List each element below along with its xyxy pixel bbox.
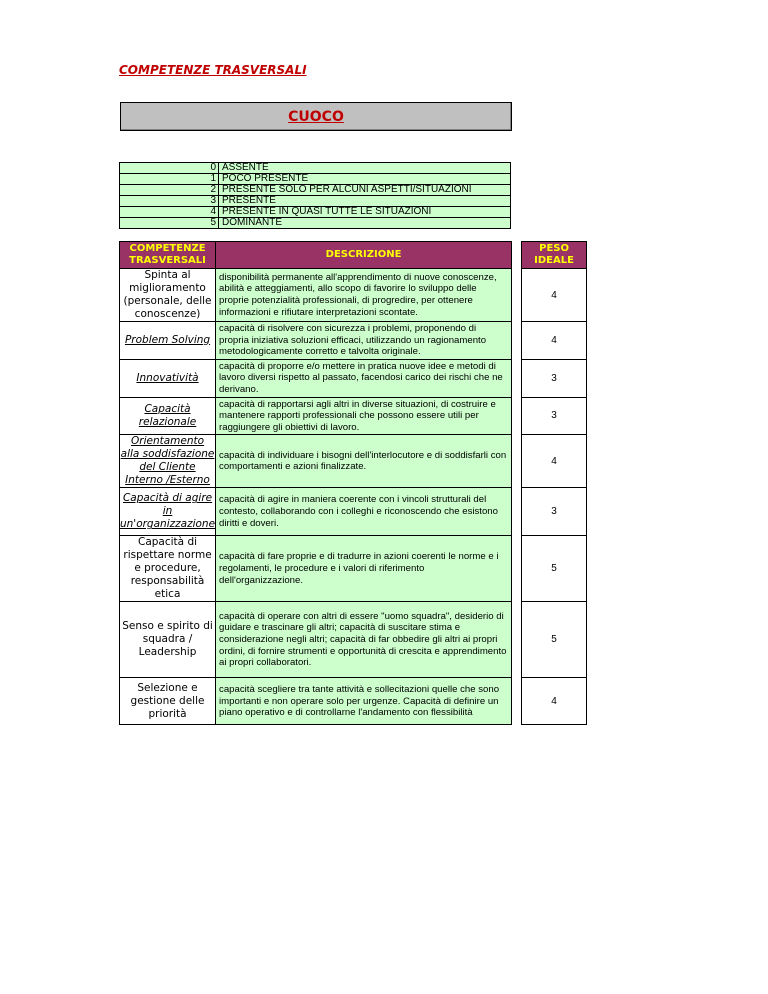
competence-table [119, 241, 587, 725]
role-header-box [120, 102, 512, 131]
legend-label: POCO PRESENTE [219, 174, 511, 185]
competence-description: capacità di fare proprie e di tradurre in azioni coerenti le norme e i regolamenti, le procedure e i valori di riferimento dell'organizzazione. [216, 536, 512, 602]
table-row [120, 322, 587, 360]
competence-name: Orientamento alla soddisfazione del Cliente Interno /Esterno [120, 435, 215, 487]
legend-row [120, 163, 511, 174]
legend-level: 3 [120, 196, 219, 207]
competence-description: capacità di individuare i bisogni dell'interlocutore e di soddisfarli con comportamenti e azioni finalizzate. [216, 435, 512, 488]
table-row [120, 397, 587, 435]
table-row [120, 359, 587, 397]
competence-description: capacità di agire in maniera coerente con i vincoli strutturali del contesto, collaborando con i colleghi e riconoscendo che esistono diritti e doveri. [216, 488, 512, 536]
competence-name: Innovatività [120, 359, 216, 397]
competence-name: Capacità di agire in un'organizzazione [120, 488, 216, 536]
competence-name: Spinta al miglioramento (personale, delle conoscenze) [120, 269, 216, 322]
competence-weight: 4 [522, 269, 587, 322]
legend-row [120, 174, 511, 185]
legend-row [120, 218, 511, 229]
legend-level: 0 [120, 163, 219, 174]
competence-name: Selezione e gestione delle priorità [120, 678, 216, 725]
header-spacer [512, 242, 522, 269]
legend-label: DOMINANTE [219, 218, 511, 229]
legend-label: PRESENTE [219, 196, 511, 207]
legend-row [120, 185, 511, 196]
legend-label: PRESENTE SOLO PER ALCUNI ASPETTI/SITUAZIONI [219, 185, 511, 196]
table-row [120, 269, 587, 322]
table-row [120, 536, 587, 602]
legend-level: 1 [120, 174, 219, 185]
legend-level: 2 [120, 185, 219, 196]
header-description: DESCRIZIONE [216, 242, 512, 269]
table-row [120, 678, 587, 725]
competence-weight: 3 [522, 488, 587, 536]
competence-description: capacità di rapportarsi agli altri in diverse situazioni, di costruire e mantenere rapporti professionali che possono essere utili per raggiungere gli obiettivi di lavoro. [216, 397, 512, 435]
competence-weight: 4 [522, 678, 587, 725]
table-row [120, 435, 587, 488]
competence-name: Problem Solving [120, 322, 216, 360]
competence-description: disponibilità permanente all'apprendimento di nuove conoscenze, abilità e atteggiamenti, allo scopo di favorire lo sviluppo delle proprie potenzialità professionali, di progredire, per ottenere informazioni e rifiutare interpretazioni scontate. [216, 269, 512, 322]
competence-weight: 4 [522, 322, 587, 360]
document-title: COMPETENZE TRASVERSALI [119, 63, 307, 77]
legend-level: 5 [120, 218, 219, 229]
competence-name: Capacità relazionale [120, 397, 216, 435]
legend-label: ASSENTE [219, 163, 511, 174]
competence-name: Senso e spirito di squadra / Leadership [120, 602, 216, 678]
competence-description: capacità di operare con altri di essere "uomo squadra", desiderio di guidare e trascinare gli altri; capacità di suscitare stima e considerazione negli altri; capacità di far obbedire gli altri ai propri ordini, di fornire strumenti e opportunità di crescita e apprendimento ai propri collaboratori. [216, 602, 512, 678]
competence-name: Capacità di rispettare norme e procedure, responsabilità etica [120, 536, 216, 602]
competence-description: capacità scegliere tra tante attività e sollecitazioni quelle che sono importanti e non operare solo per urgenze. Capacità di definire un piano operativo e di controllarne l'andamento con flessibilità [216, 678, 512, 725]
competence-weight: 4 [522, 435, 587, 488]
legend-label: PRESENTE IN QUASI TUTTE LE SITUAZIONI [219, 207, 511, 218]
competence-description: capacità di proporre e/o mettere in pratica nuove idee e metodi di lavoro diversi rispetto al passato, facendosi carico dei rischi che ne derivano. [216, 359, 512, 397]
competence-weight: 5 [522, 602, 587, 678]
legend-row [120, 196, 511, 207]
table-header-row [120, 242, 587, 269]
header-competence: COMPETENZE TRASVERSALI [120, 242, 216, 269]
competence-weight: 3 [522, 359, 587, 397]
table-row [120, 488, 587, 536]
competence-weight: 5 [522, 536, 587, 602]
competence-description: capacità di risolvere con sicurezza i problemi, proponendo di propria iniziativa soluzioni efficaci, utilizzando un ragionamento metodologicamente corretto e talvolta originale. [216, 322, 512, 360]
role-title: CUOCO [288, 108, 344, 125]
legend-level: 4 [120, 207, 219, 218]
header-weight: PESO IDEALE [522, 242, 587, 269]
competence-weight: 3 [522, 397, 587, 435]
rating-scale-legend [119, 162, 511, 229]
legend-row [120, 207, 511, 218]
table-row [120, 602, 587, 678]
